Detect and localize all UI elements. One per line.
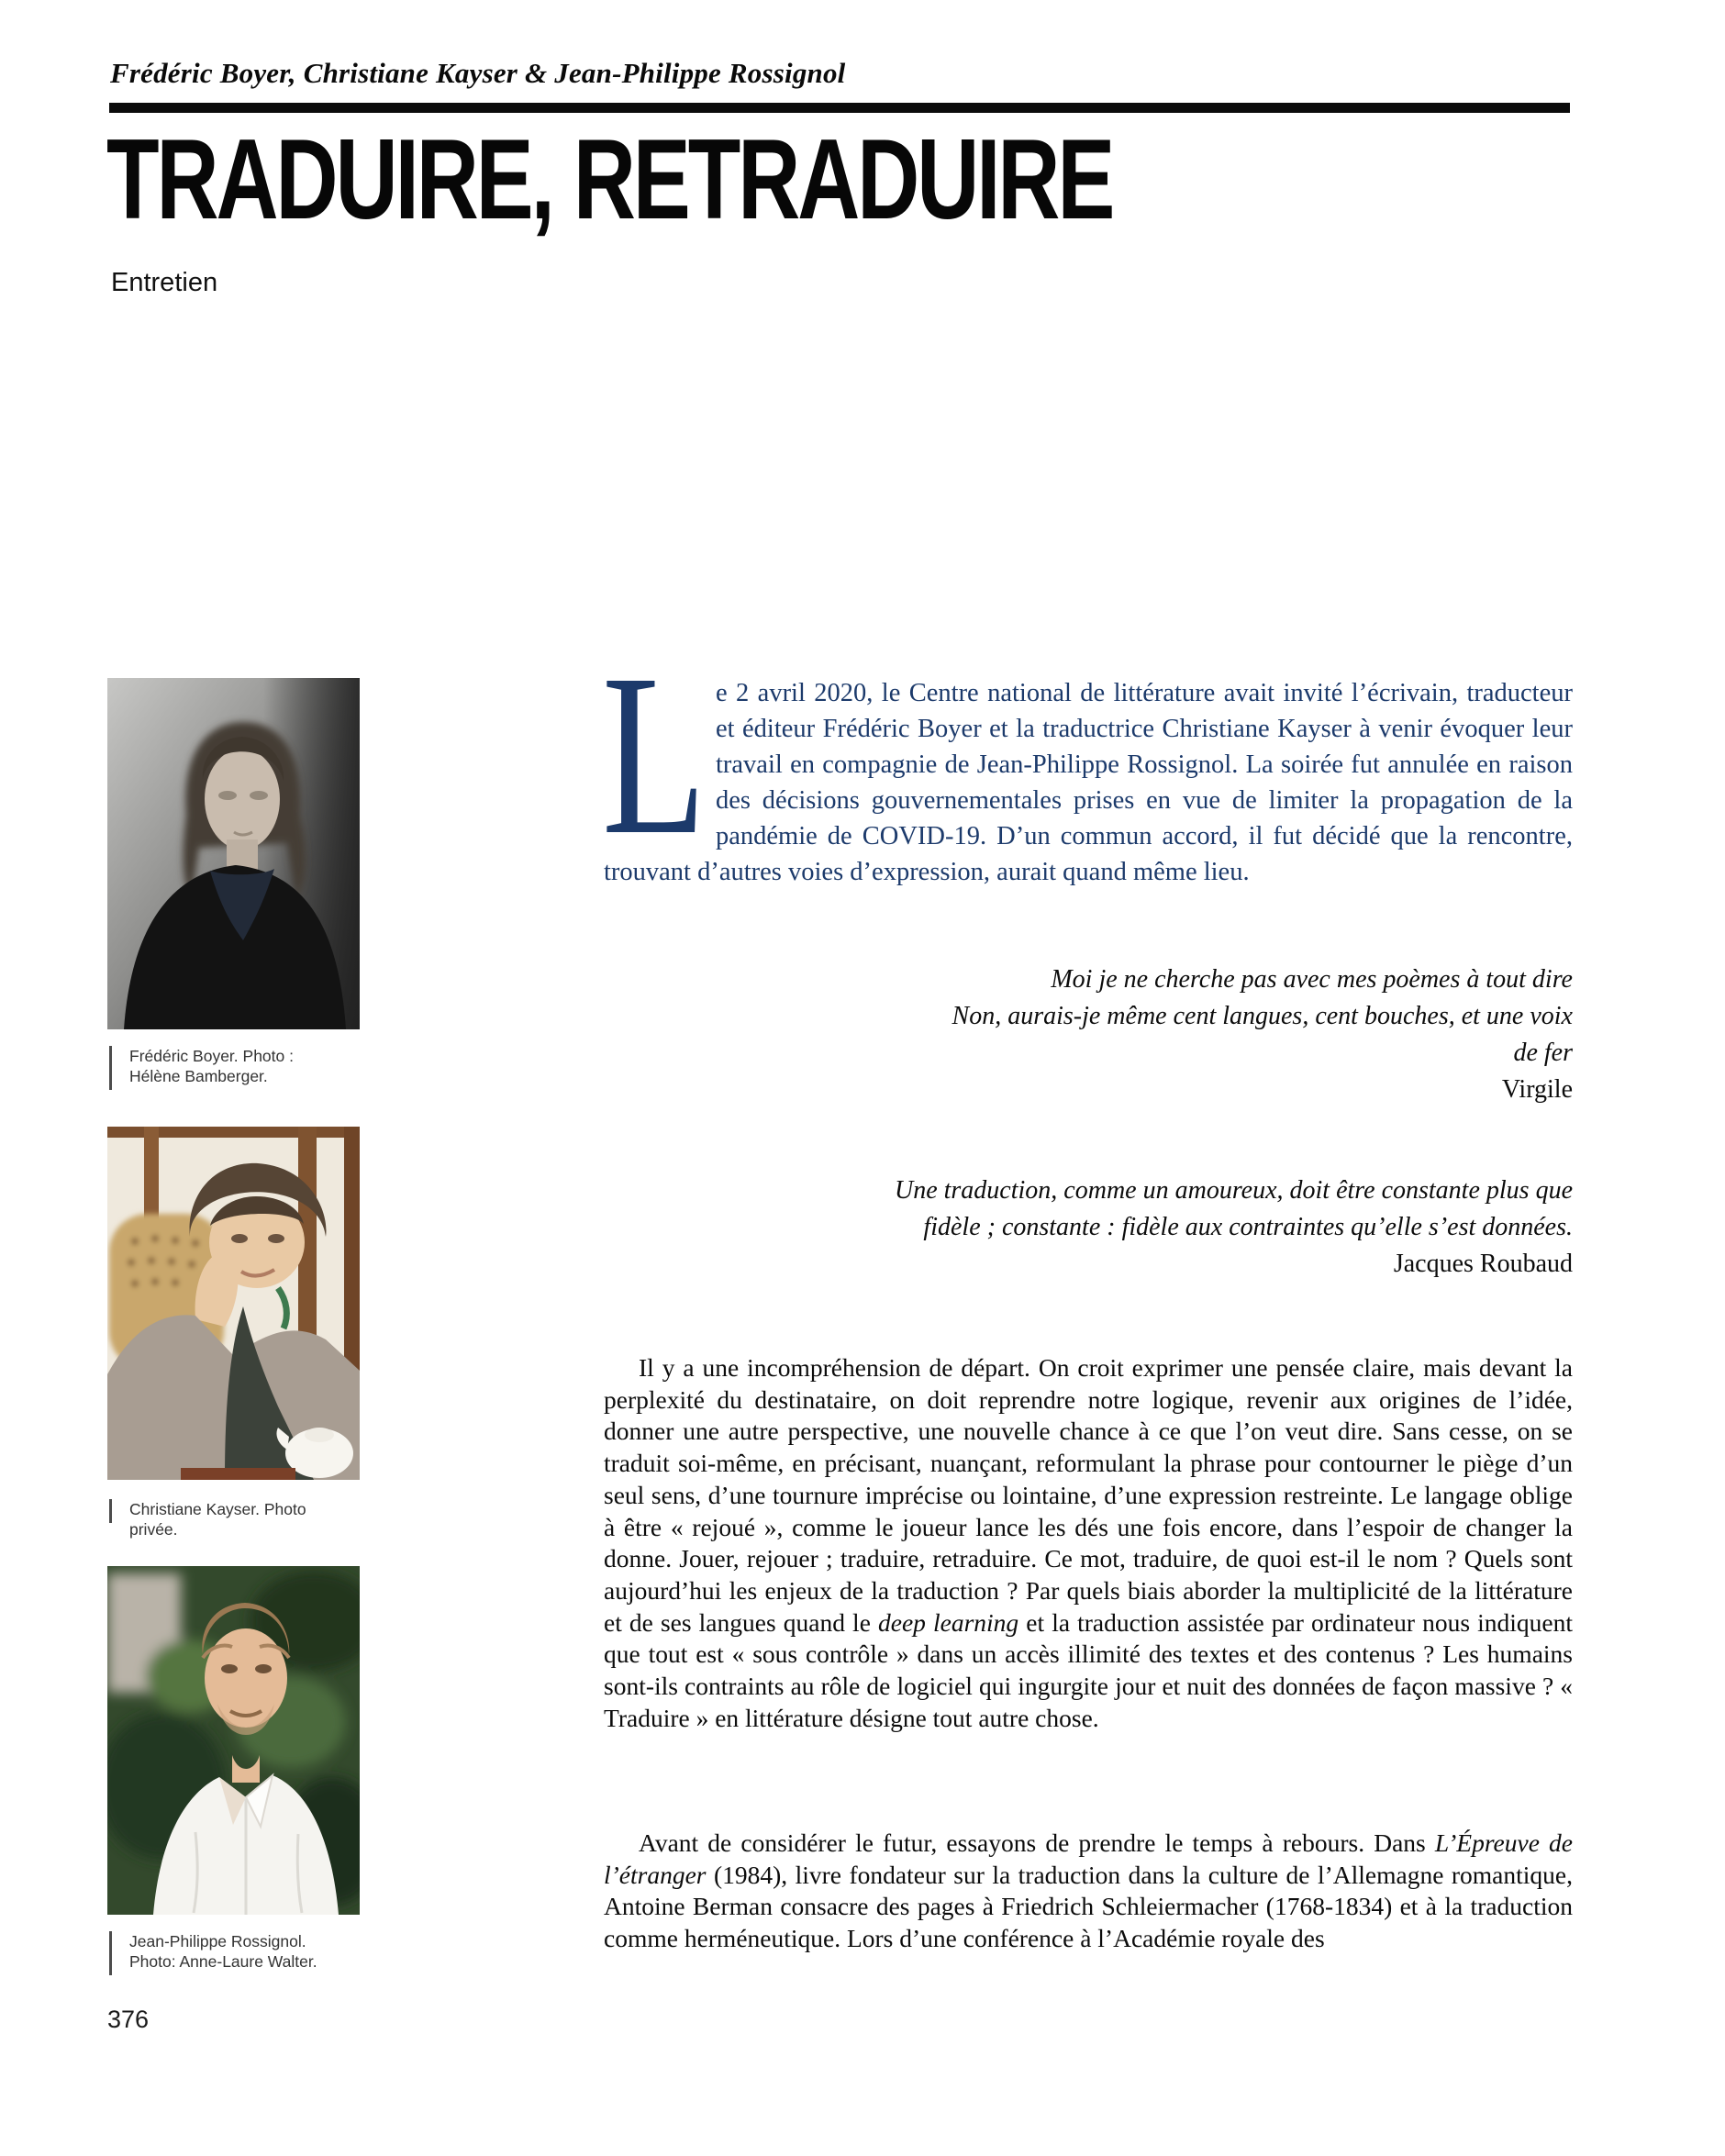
page-title-text: TRADUIRE, RETRADUIRE (106, 117, 1113, 243)
italic-text-segment: L’Épreuve de l’étranger (604, 1828, 1574, 1889)
body-paragraph-1 (604, 1352, 1573, 1734)
epigraph-lines (604, 1172, 1573, 1246)
authors-line: Frédéric Boyer, Christiane Kayser & Jean-Philippe Rossignol (110, 57, 846, 89)
portrait-photo-christiane-kayser (107, 1127, 360, 1480)
intro-text: e 2 avril 2020, le Centre national de littérature avait invité l’écrivain, traducteur et éditeur Frédéric Boyer et la traductrice Christiane Kayser à venir évoquer leur travail en compagnie de Jean-Philippe Rossignol. La soirée fut annulée en raison des décisions gouvernementales prises en vue de limiter la propagation de la pandémie de COVID-19. D’un commun accord, il fut décidé que la rencontre, trouvant d’autres voies d’expression, aurait quand même lieu. (604, 679, 1573, 886)
portrait-photo-jean-philippe-rossignol (107, 1566, 360, 1915)
epigraph-lines (604, 961, 1573, 1072)
portrait-frederic-boyer-illustration (107, 678, 360, 1029)
epigraph-line: Moi je ne cherche pas avec mes poèmes à tout dire (1051, 965, 1573, 994)
epigraph-line: fidèle ; constante : fidèle aux contraintes qu’elle s’est données. (923, 1213, 1573, 1241)
intro-paragraph (602, 626, 1573, 890)
photo-caption-christiane-kayser: Christiane Kayser. Photo privée. (109, 1499, 357, 1523)
page-number: 376 (107, 2006, 150, 2033)
epigraph-line: Non, aurais-je même cent langues, cent bouches, et une voix (952, 1002, 1573, 1030)
text-segment: et la traduction assistée par ordinateur nous indiquent que tout est « sous contrôle » dans un accès illimité des textes et des contenus ? Les humains sont-ils contraints au rôle de logiciel qui ingurgite jour et nuit des données de façon massive ? « Traduire » en littérature désigne tout autre chose. (604, 1607, 1573, 1732)
epigraph-attribution: Virgile (1501, 1075, 1573, 1104)
epigraph-attribution: Jacques Roubaud (1393, 1250, 1573, 1278)
portrait-photo-frederic-boyer (107, 678, 360, 1029)
text-segment: Avant de considérer le futur, essayons de prendre le temps à rebours. Dans (639, 1828, 1435, 1857)
drop-cap: L (602, 626, 707, 883)
text-segment: Il y a une incompréhension de départ. On croit exprimer une pensée claire, mais devant la perplexité du destinataire, on doit reprendre notre logique, revenir aux origines de l’idée, donner une autre perspective, une nouvelle chance à ce que l’on veut dire. Sans cesse, on se traduit soi-même, en précisant, nuançant, reformulant la phrase pour contourner le piège d’un seul sens, d’une tournure imprécise ou lointaine, d’une expression restreinte. Le langage oblige à être « rejoué », comme le joueur lance les dés une fois encore, dans l’espoir de changer la donne. Jouer, rejouer ; traduire, retraduire. Ce mot, traduire, de quoi est-il le nom ? Quels sont aujourd’hui les enjeux de la traduction ? Par quels biais aborder la multiplicité de la littérature et de ses langues quand le (604, 1353, 1573, 1637)
genre-label: Entretien (111, 268, 218, 297)
page-title (106, 117, 1430, 243)
epigraph-line: Une traduction, comme un amoureux, doit être constante plus que (894, 1176, 1573, 1205)
epigraph-line: de fer (1513, 1039, 1573, 1067)
photo-caption-jean-philippe-rossignol: Jean-Philippe Rossignol. Photo: Anne-Laure Walter. (109, 1931, 357, 1975)
body-paragraph-2 (604, 1828, 1573, 1955)
caption-rule (109, 1046, 112, 1090)
italic-text-segment: deep learning (877, 1607, 1019, 1637)
header-rule (109, 103, 1570, 113)
text-segment: (1984), livre fondateur sur la traduction dans la culture de l’Allemagne romantique, Antoine Berman consacre des pages à Friedrich Schleiermacher (1768-1834) et à la traduction comme herméneutique. Lors d’une conférence à l’Académie royale des (604, 1860, 1573, 1953)
portrait-jean-philippe-rossignol-illustration (107, 1566, 360, 1915)
caption-rule (109, 1499, 112, 1523)
epigraph-virgile (604, 961, 1573, 1108)
photo-caption-frederic-boyer: Frédéric Boyer. Photo : Hélène Bamberger. (109, 1046, 357, 1090)
caption-rule (109, 1931, 112, 1975)
portrait-christiane-kayser-illustration (107, 1127, 360, 1480)
epigraph-roubaud (604, 1172, 1573, 1283)
